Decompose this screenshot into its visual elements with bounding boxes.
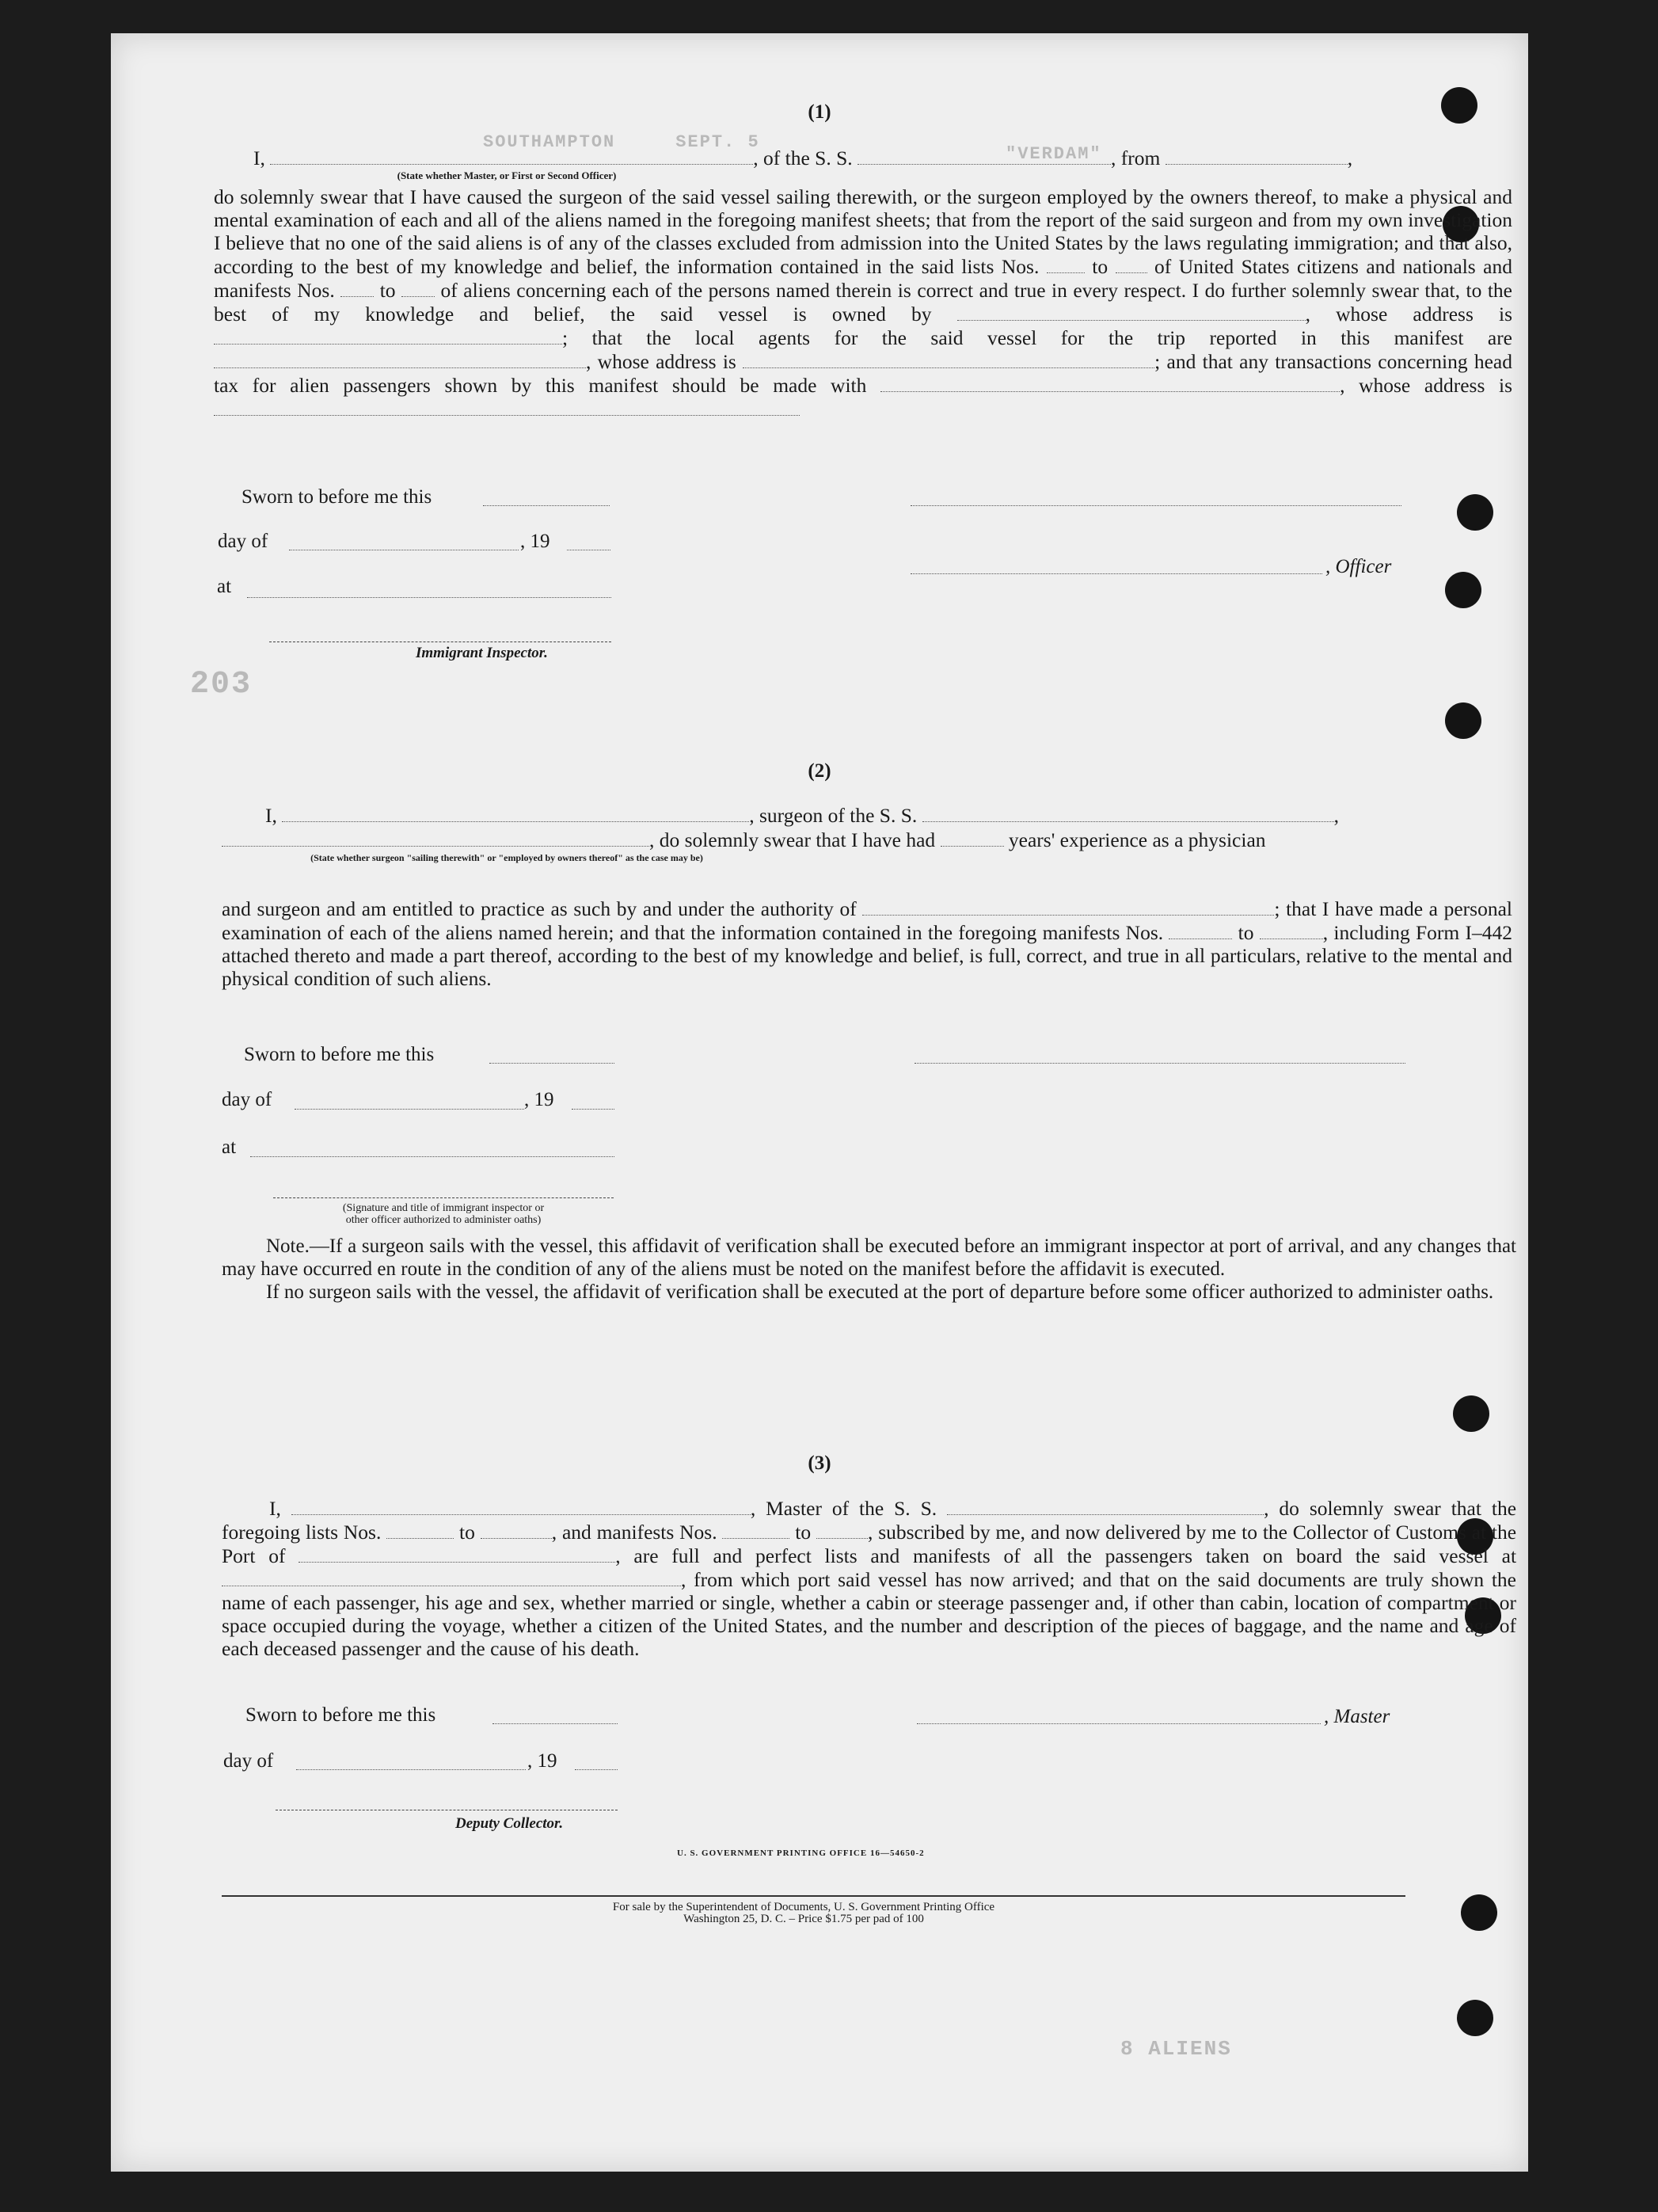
s3-lists-from-field[interactable] — [386, 1520, 454, 1539]
lists-from-field[interactable] — [1047, 254, 1085, 273]
s1-sworn: Sworn to before me this — [241, 486, 432, 508]
officer-label-text: , Officer — [1325, 556, 1392, 577]
s2-body-b: that I have made a personal examination of each of the aliens named herein; and that the information contained in the foregoing manifests Nos. — [222, 897, 1513, 944]
vessel-name-field[interactable] — [858, 146, 1111, 165]
s2-nineteen: , 19 — [524, 1089, 554, 1110]
agents-address-field[interactable] — [743, 349, 1154, 368]
s3-to-2: to — [795, 1520, 812, 1544]
punch-hole — [1457, 2000, 1493, 2036]
section-2-body: and surgeon and am entitled to practice as such by and under the authority of ; that I have made a personal examination of each of the aliens named herein; and that the information contained in the foregoing manifests Nos. to , including Form I–442 attached thereto and made a part thereof, according to the best of my knowledge and belief, is full, correct, and true in all particulars, relative to the mental and physical condition of such aliens. — [222, 897, 1513, 990]
s3-sworn: Sworn to before me this — [245, 1704, 436, 1726]
s2-sig-caption-2: other officer authorized to administer oaths) — [345, 1214, 542, 1226]
punch-hole — [1457, 494, 1493, 531]
s3-master-signature-line[interactable] — [917, 1723, 1321, 1724]
owner-field[interactable] — [957, 302, 1306, 321]
s1-from: , from — [1111, 146, 1161, 169]
s2-official-signature-line[interactable] — [273, 1197, 614, 1198]
footer-line-2: Washington 25, D. C. – Price $1.75 per pad of 100 — [683, 1913, 924, 1925]
s1-to-2: to — [379, 278, 396, 302]
bleed-through-text: "VERDAM" — [1006, 144, 1102, 164]
s1-to-1: to — [1092, 254, 1109, 278]
s2-body-c: , including Form I–442 attached thereto and made a part thereof, according to the best of my knowledge and belief, is full, correct, and true in all particulars, relative to the mental and physical condition of such aliens. — [222, 920, 1513, 990]
s3-day-of: day of — [223, 1750, 274, 1772]
s1-of-ss: , of the S. S. — [753, 146, 853, 169]
punch-hole — [1445, 702, 1481, 739]
s2-day-of: day of — [222, 1089, 272, 1110]
s1-officer-signature-line[interactable] — [911, 505, 1401, 506]
s1-body-b: of United States citizens and nationals and manifests Nos. — [214, 254, 1512, 302]
s3-master-of: , Master of the S. S. — [750, 1496, 937, 1520]
s2-vessel-field[interactable] — [922, 803, 1334, 822]
lists-to-field[interactable] — [1116, 254, 1147, 273]
s2-day-field[interactable] — [295, 1109, 524, 1110]
s1-officer-label — [1325, 556, 1391, 578]
surgeon-note: (State whether surgeon "sailing therewith" or "employed by owners thereof" as the case may be) — [310, 852, 703, 863]
local-agents-field[interactable] — [214, 349, 586, 368]
section-1-body: do solemnly swear that I have caused the surgeon of the said vessel sailing therewith, or the surgeon employed by the owners thereof, to make a physical and mental examination of each and all of the aliens named in the foregoing manifest sheets; that from the report of the said surgeon and from my own investigation I believe that no one of the said aliens is of any of the classes excluded from admission into the United States by the laws regulating immigration; and that also, according to the best of my knowledge and belief, the information contained in the said lists Nos. to of United States citizens and nationals and manifests Nos. to of aliens concerning each of the persons named therein is correct and true in every respect. I do further solemnly swear that, to the best of my knowledge and belief, the said vessel is owned by , whose address is ; that the local agents for the said vessel for the trip reported in this manifest are , whose address is ; and that any transactions concerning head tax for alien passengers shown by this manifest should be made with , whose address is — [214, 185, 1512, 421]
s1-whose-address-3: , whose address is — [1340, 373, 1513, 397]
port-of-arrival-field[interactable] — [299, 1544, 615, 1563]
section-2-note — [222, 1235, 1516, 1304]
section-1-oath: I, , of the S. S. , from , — [253, 146, 1353, 169]
s3-sworn-field[interactable] — [492, 1723, 618, 1724]
s3-manifests-from-field[interactable] — [722, 1520, 789, 1539]
s3-vessel-field[interactable] — [947, 1496, 1264, 1515]
s1-nineteen: , 19 — [520, 531, 550, 552]
s3-lists-to-field[interactable] — [481, 1520, 552, 1539]
s2-sworn: Sworn to before me this — [244, 1044, 435, 1065]
s3-manifests-to-field[interactable] — [816, 1520, 868, 1539]
s1-officer-title-line[interactable] — [911, 573, 1322, 574]
s2-year-field[interactable] — [572, 1109, 614, 1110]
manifests-from-field[interactable] — [340, 278, 374, 297]
s2-body-a: and surgeon and am entitled to practice as such by and under the authority of — [222, 897, 857, 920]
head-tax-agent-field[interactable] — [880, 373, 1340, 392]
bleed-through-text: 8 ALIENS — [1120, 2037, 1232, 2061]
s1-sworn-field[interactable] — [483, 505, 610, 506]
s2-to: to — [1238, 920, 1254, 944]
authority-field[interactable] — [862, 897, 1274, 916]
s2-sworn-field[interactable] — [489, 1063, 614, 1064]
note-paragraph-2: If no surgeon sails with the vessel, the affidavit of verification shall be executed at the port of departure before some officer authorized to administer oaths. — [266, 1281, 1494, 1303]
port-of-embarkation-field[interactable] — [222, 1567, 681, 1586]
departure-port-field[interactable] — [1166, 146, 1348, 165]
s1-i: I, — [253, 146, 265, 169]
s1-day-of: day of — [218, 531, 268, 552]
surgeon-status-field[interactable] — [222, 828, 649, 847]
owner-address-field[interactable] — [214, 326, 562, 345]
s2-sig-caption-1: (Signature and title of immigrant inspector or — [342, 1202, 545, 1214]
s3-day-field[interactable] — [296, 1769, 526, 1770]
section-1-number: (1) — [808, 101, 831, 123]
s3-do-solemnly: , do solemnly — [1264, 1496, 1384, 1520]
master-name-field[interactable] — [270, 146, 753, 165]
printing-office-imprint: U. S. GOVERNMENT PRINTING OFFICE 16—54650-2 — [677, 1848, 925, 1858]
s1-at-field[interactable] — [247, 597, 611, 598]
bleed-through-text: SOUTHAMPTON SEPT. 5 — [483, 132, 760, 152]
footer-line-1: For sale by the Superintendent of Documents, U. S. Government Printing Office — [612, 1901, 995, 1913]
s2-manifests-from-field[interactable] — [1169, 920, 1232, 939]
note-paragraph-1: Note.—If a surgeon sails with the vessel, this affidavit of verification shall be executed before an immigrant inspector at port of arrival, and any changes that may have occurred en route in the condition of any of the aliens must be noted on the manifest before the affidavit is executed. — [222, 1235, 1516, 1280]
s2-manifests-to-field[interactable] — [1260, 920, 1323, 939]
s1-body-a: do solemnly swear that I have caused the surgeon of the said vessel sailing therewith, or the surgeon employed by the owners thereof, to make a physical and mental examination of each and all of the aliens named in the foregoing manifest sheets; that from the report of the said surgeon and from my own investigation I believe that no one of the said aliens is of any of the classes excluded from admission into the United States by the laws regulating immigration; and that also, according to the best of my knowledge and belief, the information contained in the said lists Nos. — [214, 185, 1512, 278]
manifest-page — [111, 33, 1528, 2172]
s2-at-field[interactable] — [250, 1156, 614, 1157]
manifests-to-field[interactable] — [401, 278, 435, 297]
master-label-text: , Master — [1324, 1706, 1390, 1727]
s1-at: at — [217, 576, 232, 597]
s3-from-which: , from which port said vessel has now arrived; and that on the said documents are truly shown the name of each passenger, his age and sex, whether married or single, whether a cabin or steerage passenger and, if other than cabin, location of compartment or space occupied during the voyage, whether a citizen of the United States, and the number and description of the pieces of baggage, and the name and age of each deceased passenger and the cause of his death. — [222, 1567, 1516, 1660]
head-tax-address-field[interactable] — [214, 397, 800, 416]
s1-whose-address-1: , whose address is — [1305, 302, 1513, 326]
s3-nineteen: , 19 — [527, 1750, 557, 1772]
s2-surgeon-signature-line[interactable] — [915, 1063, 1405, 1064]
s3-full-perfect: , are full and perfect lists and manifests of all the passengers taken on board the said vessel at — [615, 1544, 1517, 1567]
surgeon-name-field[interactable] — [282, 803, 749, 822]
footer-rule — [222, 1895, 1405, 1897]
s3-year-field[interactable] — [575, 1769, 618, 1770]
punch-hole — [1445, 572, 1481, 608]
s2-at: at — [222, 1136, 237, 1158]
s3-subscribed: , subscribed by me, and now delivered by me to the Collector of Customs at the Port of — [222, 1520, 1517, 1567]
years-experience-field[interactable] — [941, 828, 1004, 847]
section-2-line2 — [222, 828, 1512, 851]
s2-surgeon-of: , surgeon of the S. S. — [749, 803, 918, 827]
s3-i: I, — [269, 1496, 281, 1520]
s3-body-a: swear that the foregoing lists Nos. — [222, 1496, 1517, 1544]
s1-whose-address-2: whose address is — [597, 349, 736, 373]
s3-to-1: to — [459, 1520, 475, 1544]
section-3-number: (3) — [808, 1452, 831, 1474]
s1-head-tax: ; and that any transactions concerning head tax for alien passengers shown by this manifest should be made with — [214, 349, 1512, 397]
bleed-through-text: 203 — [190, 667, 253, 702]
punch-hole — [1453, 1395, 1489, 1432]
s2-years: years' experience as a physician — [1008, 828, 1266, 851]
section-3-body — [222, 1496, 1516, 1660]
s2-swear: , do solemnly swear that I have had — [649, 828, 936, 851]
s3-collector-caption: Deputy Collector. — [455, 1815, 564, 1832]
s3-master-name-field[interactable] — [291, 1496, 751, 1515]
section-2-number: (2) — [808, 760, 831, 782]
officer-note: (State whether Master, or First or Second Officer) — [397, 169, 617, 181]
s2-i: I, — [265, 803, 277, 827]
s1-local-agents: that the local agents for the said vessel for the trip reported in this manifest are — [591, 326, 1513, 349]
s1-inspector-caption: Immigrant Inspector. — [416, 645, 548, 661]
s3-master-label — [1324, 1706, 1390, 1728]
s1-body-c: of aliens concerning each of the persons named therein is correct and true in every respect. I do further solemnly swear that, to the best of my knowledge and belief, the said vessel is owned by — [214, 278, 1513, 326]
s3-and-manifests: , and manifests Nos. — [551, 1520, 717, 1544]
section-2-line1: I, , surgeon of the S. S. , — [265, 803, 1340, 827]
